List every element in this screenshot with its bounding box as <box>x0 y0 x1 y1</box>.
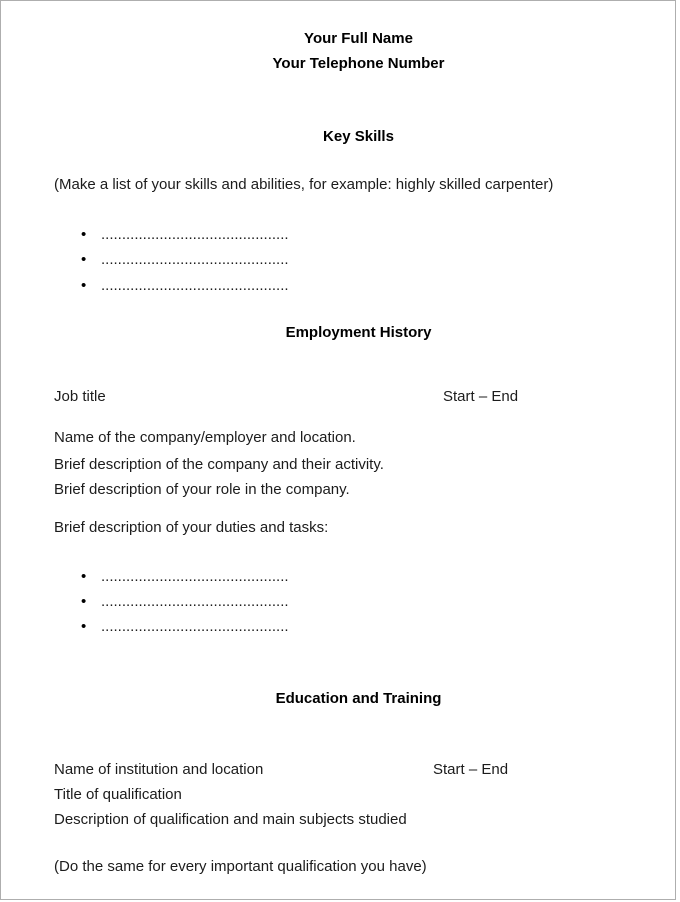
dotted-fill-line: ............................................. <box>101 226 289 243</box>
employment-date-range: Start – End <box>443 388 519 405</box>
dotted-fill-line: ............................................. <box>101 277 289 294</box>
education-section-title: Education and Training <box>275 690 442 707</box>
dotted-fill-line: ............................................. <box>101 618 289 635</box>
company-line: Name of the company/employer and location. <box>54 429 356 446</box>
bullet-icon: • <box>81 593 87 610</box>
company-activity-line: Brief description of the company and their activity. <box>54 456 384 473</box>
skills-bullet-item <box>81 276 663 295</box>
key-skills-hint: (Make a list of your skills and abilities, for example: highly skilled carpenter) <box>54 176 554 193</box>
institution-label: Name of institution and location <box>54 761 264 778</box>
dotted-fill-line: ............................................. <box>101 568 289 585</box>
education-header-row <box>54 760 663 779</box>
qualification-title-line: Title of qualification <box>54 786 182 803</box>
dotted-fill-line: ............................................. <box>101 593 289 610</box>
bullet-icon: • <box>81 226 87 243</box>
job-title-label: Job title <box>54 388 106 405</box>
bullet-icon: • <box>81 277 87 294</box>
duties-bullet-item <box>81 617 663 636</box>
employment-section-title: Employment History <box>285 324 432 341</box>
qualification-description-line: Description of qualification and main subjects studied <box>54 811 407 828</box>
duties-bullet-item <box>81 567 663 586</box>
telephone-heading: Your Telephone Number <box>272 55 445 72</box>
skills-bullet-item <box>81 225 663 244</box>
skills-bullet-item <box>81 250 663 269</box>
duties-bullet-item <box>81 592 663 611</box>
bullet-icon: • <box>81 251 87 268</box>
key-skills-section-title: Key Skills <box>323 128 394 145</box>
bullet-icon: • <box>81 618 87 635</box>
employment-header-row <box>54 387 663 406</box>
education-date-range: Start – End <box>433 761 509 778</box>
role-line: Brief description of your role in the company. <box>54 481 350 498</box>
dotted-fill-line: ............................................. <box>101 251 289 268</box>
full-name-heading: Your Full Name <box>304 30 413 47</box>
duties-label: Brief description of your duties and tasks: <box>54 519 329 536</box>
education-note: (Do the same for every important qualification you have) <box>54 858 427 875</box>
bullet-icon: • <box>81 568 87 585</box>
